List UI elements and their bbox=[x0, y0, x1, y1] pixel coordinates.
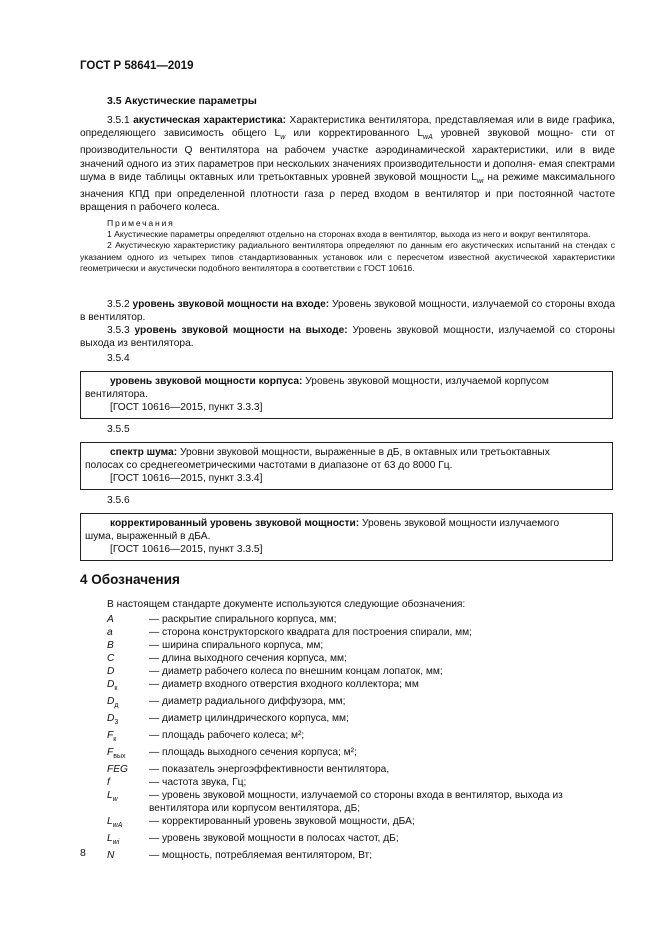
symbol-row bbox=[107, 776, 617, 789]
symbol-row bbox=[107, 613, 617, 626]
symbol-description: — диаметр радиального диффузора, мм; bbox=[149, 696, 346, 708]
symbol: $L_w$ bbox=[107, 790, 118, 804]
symbol-row bbox=[107, 678, 617, 695]
term-box-3-5-4: уровень звуковой мощности корпуса: Уровень звуковой мощности, излучаемой корпусом вентилятора. [ГОСТ 10616—2015, пункт 3.3.3] bbox=[80, 371, 613, 419]
symbol-row bbox=[107, 639, 617, 652]
symbol: N bbox=[107, 850, 115, 862]
symbol: $D_д$ bbox=[107, 696, 119, 710]
paragraph-3-5-3: 3.5.3 уровень звуковой мощности на выходе: Уровень звуковой мощности, излучаемой со стороны выхода из вентилятора. bbox=[80, 325, 615, 350]
symbol-description: — уровень звуковой мощности в полосах частот, дБ; bbox=[149, 833, 399, 845]
symbols-list bbox=[107, 613, 617, 862]
symbol-row bbox=[107, 789, 617, 815]
symbol-row bbox=[107, 729, 617, 746]
note-2: 2 Акустическую характеристику радиального вентилятора определяют по данным его акустических испытаний на стендах с указанием одного из четырех типов стандартизованных установок или с пересчетом известной акустической характеристики геометрически и акустически подобного вентилятора в соответствии с ГОСТ 10616. bbox=[80, 240, 615, 273]
symbol-description: — корректированный уровень звуковой мощности, дБА; bbox=[149, 816, 415, 828]
term: корректированный уровень звуковой мощности: bbox=[110, 518, 360, 529]
paragraph-3-5-1: 3.5.1 акустическая характеристика: Характеристика вентилятора, представляемая или в виде графика, определяющего зависимость общего $L_w$ или корректированного $L_{wA}$ уровней звуковой мощно- сти от производительности Q вентилятора на рабочем участке аэродинамической характеристики, или в виде значений одного из этих параметров при нескольких значениях производительности и дополня- емая спектрами шума в виде таблицы октавных или третьоктавных уровней звуковой мощности $L_{wi}$ на режиме максимального значения КПД при определенной плотности газа ρ перед входом в вентилятор и при постоянной частоте вращения n рабочего колеса. bbox=[80, 115, 615, 214]
clause-number: 3.5.1 bbox=[107, 115, 130, 126]
notes-title: Примечания bbox=[107, 218, 175, 228]
symbol-row bbox=[107, 665, 617, 678]
symbol-subscript: вых bbox=[113, 753, 126, 761]
symbol: D bbox=[107, 666, 115, 677]
symbol-row bbox=[107, 626, 617, 639]
symbol-subscript: w bbox=[112, 796, 118, 804]
section-4-title: 4 Обозначения bbox=[80, 572, 180, 587]
symbol: A bbox=[107, 614, 114, 625]
symbol: $L_{wi}$ bbox=[107, 833, 120, 847]
section-4-intro: В настоящем стандарте документе используются следующие обозначения: bbox=[107, 599, 466, 610]
symbol-subscript: wA bbox=[112, 822, 123, 830]
symbol-description: — ширина спирального корпуса, мм; bbox=[149, 640, 324, 651]
note-1: 1 Акустические параметры определяют отдельно на сторонах входа в вентилятор, выхода из него и вокруг вентилятора. bbox=[107, 229, 591, 240]
document-header: ГОСТ Р 58641—2019 bbox=[80, 60, 194, 72]
symbol-subscript: wi bbox=[112, 839, 120, 847]
symbol-row bbox=[107, 652, 617, 665]
symbol: f bbox=[107, 777, 110, 789]
symbol: C bbox=[107, 653, 115, 664]
symbol-subscript: к bbox=[114, 685, 118, 693]
symbol: $F_{вых}$ bbox=[107, 747, 126, 761]
reference: [ГОСТ 10616—2015, пункт 3.3.5] bbox=[110, 544, 263, 556]
symbol-description: — диаметр рабочего колеса по внешним концам лопаток, мм; bbox=[149, 666, 443, 677]
reference: [ГОСТ 10616—2015, пункт 3.3.4] bbox=[110, 473, 263, 485]
symbol: $F_к$ bbox=[107, 730, 117, 744]
symbol-description: — раскрытие спирального корпуса, мм; bbox=[149, 614, 337, 625]
symbol-description: — уровень звуковой мощности, излучаемой со стороны входа в вентилятор, выхода из вентилятора или корпусом вентилятора, дБ; bbox=[149, 790, 563, 815]
term: акустическая характеристика: bbox=[133, 115, 287, 126]
clause-number-3-5-6: 3.5.6 bbox=[107, 495, 130, 506]
symbol: B bbox=[107, 640, 114, 651]
notes-block bbox=[80, 218, 615, 274]
symbol-subscript: 3 bbox=[114, 719, 119, 727]
term: уровень звуковой мощности на входе: bbox=[132, 299, 330, 310]
symbol: $D_3$ bbox=[107, 713, 119, 727]
clause-number-3-5-4: 3.5.4 bbox=[107, 353, 130, 364]
symbol-row bbox=[107, 712, 617, 729]
symbol: $L_{wA}$ bbox=[107, 816, 123, 830]
symbol-row bbox=[107, 763, 617, 776]
symbol: a bbox=[107, 627, 113, 638]
symbol-description: — сторона конструкторского квадрата для построения спирали, мм; bbox=[149, 627, 472, 638]
symbol-subscript: д bbox=[114, 702, 119, 710]
section-3-5-title: 3.5 Акустические параметры bbox=[107, 95, 257, 107]
symbol-row bbox=[107, 815, 617, 832]
term-box-3-5-5: спектр шума: Уровни звуковой мощности, выраженные в дБ, в октавных или третьоктавных полосах со среднегеометрическими частотами в диапазоне от 63 до 8000 Гц. [ГОСТ 10616—2015, пункт 3.3.4] bbox=[80, 442, 613, 490]
symbol: $D_к$ bbox=[107, 679, 118, 693]
symbol-row bbox=[107, 695, 617, 712]
symbol-description: — частота звука, Гц; bbox=[149, 777, 247, 789]
symbol-description: — мощность, потребляемая вентилятором, Вт; bbox=[149, 850, 373, 862]
symbol-description: — диаметр цилиндрического корпуса, мм; bbox=[149, 713, 349, 725]
symbol-subscript: к bbox=[113, 736, 117, 744]
symbol: FEG bbox=[107, 764, 128, 776]
symbol-description: — показатель энергоэффективности вентилятора, bbox=[149, 764, 390, 776]
symbol-description: — площадь выходного сечения корпуса; м²; bbox=[149, 747, 357, 759]
symbol-row bbox=[107, 746, 617, 763]
term: уровень звуковой мощности корпуса: bbox=[110, 376, 303, 387]
term: спектр шума: bbox=[110, 447, 178, 458]
symbol-description: — диаметр входного отверстия входного коллектора; мм bbox=[149, 679, 419, 690]
symbol-row bbox=[107, 849, 617, 862]
term: уровень звуковой мощности на выходе: bbox=[134, 325, 348, 336]
term-box-3-5-6: корректированный уровень звуковой мощности: Уровень звуковой мощности излучаемого шума, выраженный в дБА. [ГОСТ 10616—2015, пункт 3.3.5] bbox=[80, 513, 613, 561]
symbol-description: — площадь рабочего колеса; м²; bbox=[149, 730, 305, 742]
reference: [ГОСТ 10616—2015, пункт 3.3.3] bbox=[110, 402, 263, 414]
clause-number-3-5-5: 3.5.5 bbox=[107, 424, 130, 435]
paragraph-3-5-2: 3.5.2 уровень звуковой мощности на входе: Уровень звуковой мощности, излучаемой со стороны входа в вентилятор. bbox=[80, 299, 615, 324]
symbol-row bbox=[107, 832, 617, 849]
symbol-description: — длина выходного сечения корпуса, мм; bbox=[149, 653, 347, 664]
page-number: 8 bbox=[80, 847, 86, 859]
